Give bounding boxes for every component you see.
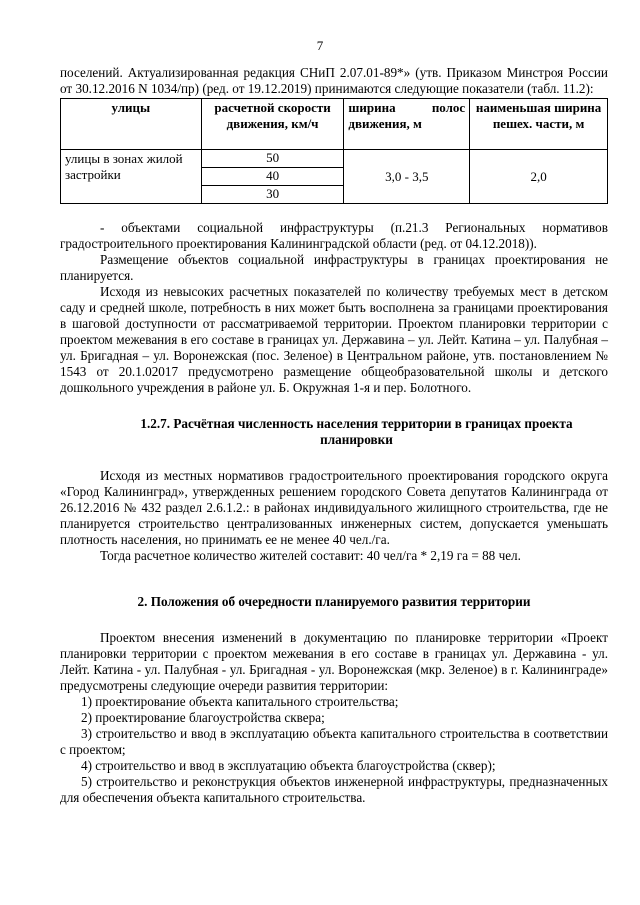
table-header-cell: улицы [61,99,202,150]
table-header-row [61,99,608,150]
section-2-intro: Проектом внесения изменений в документацию по планировке территории «Проект планировки территории с проектом межевания в его составе в границах ул. Державина - ул. Лейт. Катина - ул. Палубная - ул. Бригадная - ул. Воронежская (мкр. Зеленое) в г. Калининграде» предусмотрены следующие очереди развития территории: [60,630,608,693]
section-2-heading: 2. Положения об очередности планируемого развития территории [137,594,531,609]
list-item: 4) строительство и ввод в эксплуатацию объекта благоустройства (сквер); [81,758,496,773]
table-header-cell: ширина полос движения, м [344,99,470,150]
lane-width-cell: 3,0 - 3,5 [344,150,470,204]
street-type-cell: улицы в зонах жилой застройки [61,150,202,204]
school-paragraph: Исходя из невысоких расчетных показателей по количеству требуемых мест в детском саду и средней школе, потребность в них может быть восполнена за границами проектирования в шаговой доступности от рассматриваемой территории. Проектом планировки территории с проектом межевания в его составе в границах ул. Державина – ул. Лейт. Катина – ул. Палубная – ул. Бригадная – ул. Воронежская (пос. Зеленое) в Центральном районе, утв. постановлением № 1543 от 20.1.02017 предусмотрено размещение общеобразовательной школы и детского дошкольного учреждения в районе ул. Б. Окружная 1-я и пер. Болотного. [60,284,608,395]
social-infrastructure-item: - объектами социальной инфраструктуры (п.21.3 Региональных нормативов градостроительного проектирования Калининградской области (ред. от 04.12.2018)). [60,220,608,251]
list-item: 2) проектирование благоустройства сквера; [81,710,325,725]
sidewalk-width-cell: 2,0 [470,150,608,204]
speed-cell: 50 [201,150,344,168]
table-header-cell: наименьшая ширина пешех. части, м [470,99,608,150]
speed-cell: 40 [201,168,344,186]
list-item: 5) строительство и реконструкция объектов инженерной инфраструктуры, предназначенных для обеспечения объекта капитального строительства. [60,774,608,805]
table-row [61,150,608,168]
intro-paragraph: поселений. Актуализированная редакция СНиП 2.07.01-89*» (утв. Приказом Минстроя России от 30.12.2016 N 1034/пр) (ред. от 19.12.2019) принимаются следующие показатели (табл. 11.2): [60,65,608,96]
section-127-paragraph: Исходя из местных нормативов градостроительного проектирования городского округа «Город Калининград», утвержденных решением городского Совета депутатов Калининграда от 26.12.2016 № 432 раздел 2.6.1.2.: в районах индивидуального жилищного строительства, где не планируется строительство централизованных инженерных систем, допускается уменьшать плотность населения, но принимать ее не менее 40 чел./га. [60,468,608,547]
table-header-cell: расчетной скорости движения, км/ч [201,99,344,150]
section-127-calculation: Тогда расчетное количество жителей составит: 40 чел/га * 2,19 га = 88 чел. [100,548,521,563]
social-placement-paragraph: Размещение объектов социальной инфраструктуры в границах проектирования не планируется. [60,252,608,283]
page-number: 7 [316,38,324,53]
street-parameters-table [60,98,608,204]
development-stages-list [60,694,608,806]
section-127-heading: 1.2.7. Расчётная численность населения территории в границах проекта планировки [140,416,573,447]
list-item: 3) строительство и ввод в эксплуатацию объекта капитального строительства в соответствии с проектом; [60,726,608,757]
list-item: 1) проектирование объекта капитального строительства; [81,694,399,709]
speed-cell: 30 [201,186,344,204]
document-body [60,65,608,806]
